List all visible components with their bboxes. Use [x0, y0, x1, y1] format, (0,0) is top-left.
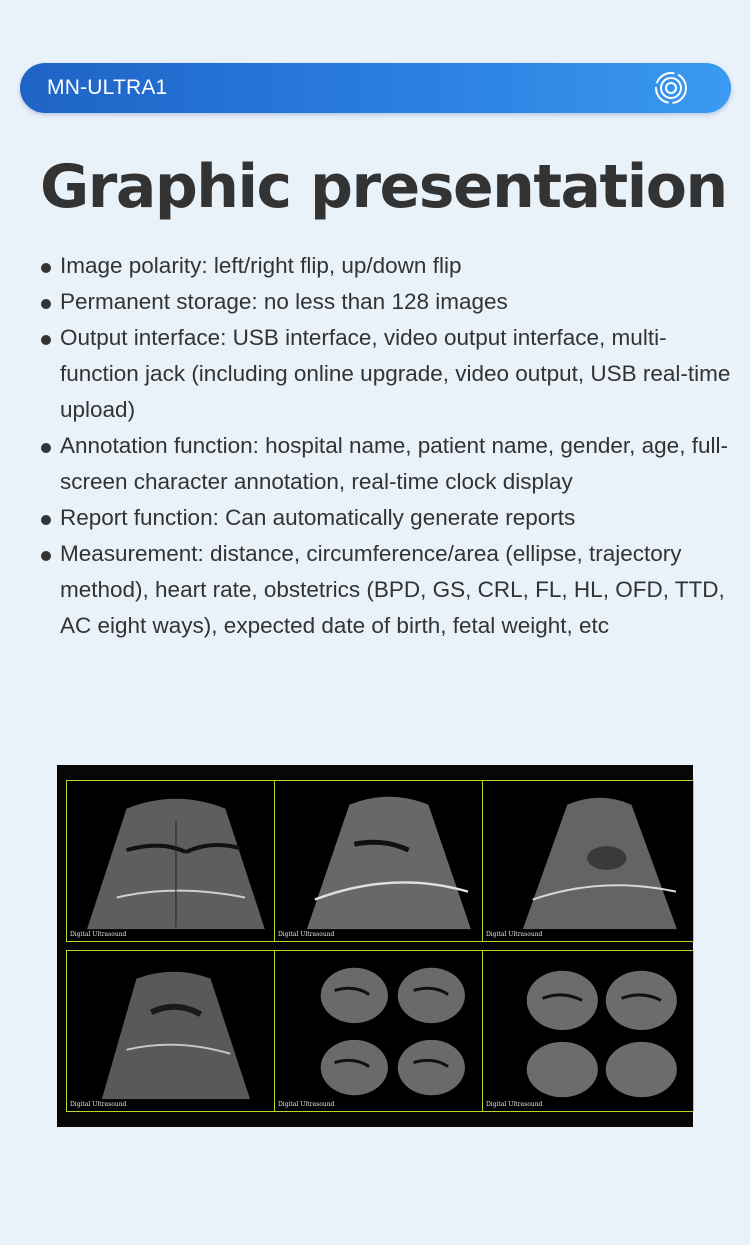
feature-item: Annotation function: hospital name, patient name, gender, age, full-screen character annotation, real-time clock display — [38, 428, 738, 500]
header-bar — [20, 63, 731, 113]
watermark-label: Digital Ultrasound — [70, 1101, 127, 1108]
watermark-label: Digital Ultrasound — [70, 931, 127, 938]
feature-item: Output interface: USB interface, video output interface, multi-function jack (including online upgrade, video output, USB real-time upload) — [38, 320, 738, 428]
ultrasound-image-6 — [482, 950, 694, 1112]
ultrasound-image-2 — [274, 780, 486, 942]
feature-item: Permanent storage: no less than 128 images — [38, 284, 738, 320]
bullet-icon — [41, 299, 51, 309]
watermark-label: Digital Ultrasound — [486, 931, 543, 938]
ultrasound-gallery — [57, 765, 693, 1127]
feature-list — [38, 248, 738, 644]
bullet-icon — [41, 443, 51, 453]
bullet-icon — [41, 335, 51, 345]
bullet-icon — [41, 515, 51, 525]
feature-item: Measurement: distance, circumference/area (ellipse, trajectory method), heart rate, obstetrics (BPD, GS, CRL, FL, HL, OFD, TTD, AC eight ways), expected date of birth, fetal weight, etc — [38, 536, 738, 644]
watermark-label: Digital Ultrasound — [278, 1101, 335, 1108]
ultrasound-image-5 — [274, 950, 486, 1112]
watermark-label: Digital Ultrasound — [486, 1101, 543, 1108]
header-title: MN-ULTRA1 — [47, 76, 168, 99]
feature-item: Image polarity: left/right flip, up/down flip — [38, 248, 738, 284]
ultrasound-image-4 — [66, 950, 278, 1112]
bullet-icon — [41, 551, 51, 561]
target-icon[interactable] — [652, 69, 690, 107]
ultrasound-image-3 — [482, 780, 694, 942]
ultrasound-image-1 — [66, 780, 278, 942]
page-title: Graphic presentation — [40, 152, 727, 222]
bullet-icon — [41, 263, 51, 273]
feature-item: Report function: Can automatically generate reports — [38, 500, 738, 536]
watermark-label: Digital Ultrasound — [278, 931, 335, 938]
